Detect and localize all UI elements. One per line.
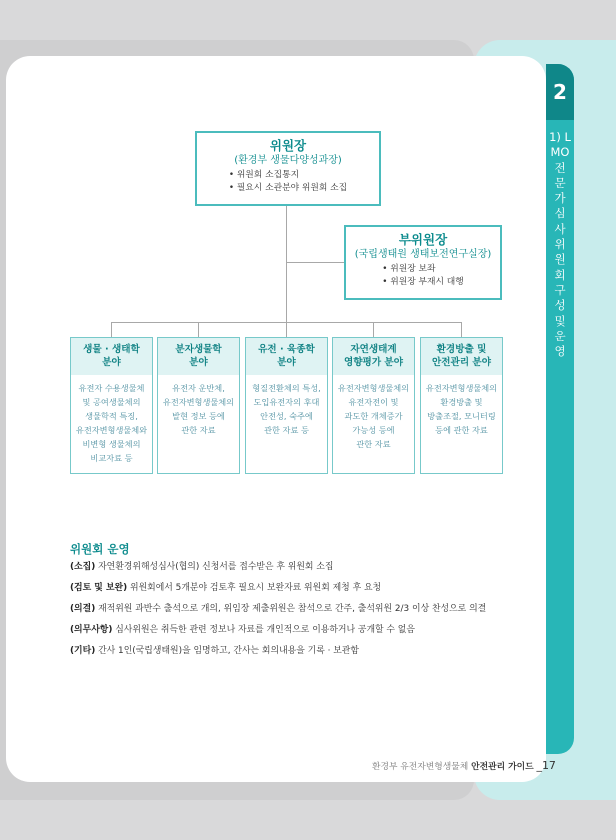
desc-line: 관한 자료 [181,425,216,435]
desc-line: 및 공여생물체의 [82,397,141,407]
rule-text: 재적위원 과반수 출석으로 개의, 위임장 제출위원은 참석으로 간주, 출석위원 2/3 이상 찬성으로 의결 [95,604,487,614]
chair-box [195,131,381,206]
subcommittee-title: 영향평가 분야 [344,356,403,368]
subcommittee-genetics [245,337,328,474]
connector-to-vice [286,262,344,263]
rule-text: 위원회에서 5개분야 검토후 필요시 보완자료 위원회 제청 후 요청 [127,583,382,593]
page-footer [372,759,556,772]
desc-line: 유전자변형생물체와 [75,425,148,435]
desc-line: 관한 자료 [356,439,391,449]
rule-text: 자연환경위해성심사(협의) 신청서를 접수받은 후 위원회 소집 [95,562,334,572]
desc-line: 생물학적 특징, [85,411,138,421]
section-title: 위원회 운영 [70,542,130,556]
subcommittee-title: 분야 [102,356,121,368]
desc-line: 비교자료 등 [90,453,133,463]
connector-sub-1 [111,322,112,337]
subcommittee-title: 유전 · 육종학 [258,344,315,355]
vice-chair-duty: • 위원장 보좌 [382,263,464,276]
chapter-title: 1) LMO 전문가심사위원회 구성 및 운영 [549,130,571,359]
desc-line: 유전자변형생물체의 [337,383,410,393]
connector-sub-3 [286,322,287,337]
rule-item [70,582,540,603]
desc-line: 환경방출 및 [440,397,483,407]
connector-sub-2 [198,322,199,337]
chair-duties [229,169,347,194]
subcommittee-title: 생물 · 생태학 [83,344,140,355]
subcommittee-desc [333,375,414,451]
desc-line: 발현 정보 등에 [172,411,225,421]
chapter-number: 2 [546,64,574,120]
chair-org: (환경부 생물다양성과장) [234,155,342,166]
subcommittee-title: 안전관리 분야 [432,356,491,368]
subcommittee-biology [70,337,153,474]
rule-key: (검토 및 보완) [70,583,128,593]
desc-line: 유전자 수용생물체 [78,383,145,393]
connector-sub-5 [461,322,462,337]
rule-item [70,603,540,624]
connector-sub-4 [373,322,374,337]
desc-line: 유전자 운반체, [172,383,225,393]
rule-item [70,624,540,645]
subcommittee-desc [246,375,327,437]
desc-line: 방출조절, 모니터링 [427,411,496,421]
operation-rules [70,561,540,666]
subcommittee-molecular [157,337,240,474]
subcommittee-desc [158,375,239,437]
vice-chair-box [344,225,502,300]
rule-key: (의결) [70,604,96,614]
subcommittee-title: 분야 [189,356,208,368]
desc-line: 관한 자료 등 [264,425,309,435]
rule-item [70,645,540,666]
chair-duty: • 위원회 소집통지 [229,169,347,182]
vice-chair-title: 부위원장 [398,232,448,247]
footer-guide-title: 안전관리 가이드 [471,762,534,772]
desc-line: 안전성, 숙주에 [260,411,313,421]
desc-line: 형질전환체의 특성, [252,383,321,393]
rule-item [70,561,540,582]
rule-text: 심사위원은 취득한 관련 정보나 자료를 개인적으로 이용하거나 공개할 수 없음 [112,625,415,635]
chair-duty: • 필요시 소관분야 위원회 소집 [229,182,347,195]
subcommittee-title: 분야 [277,356,296,368]
rule-key: (기타) [70,646,96,656]
desc-line: 유전자변형생물체의 [162,397,235,407]
rule-key: (소집) [70,562,96,572]
subcommittee-title: 자연생태계 [350,344,397,355]
desc-line: 도입유전자의 후대 [253,397,320,407]
vice-chair-duties [382,263,464,288]
subcommittee-title: 환경방출 및 [436,344,487,355]
desc-line: 과도한 개체증가 [344,411,403,421]
subcommittee-ecosystem [332,337,415,474]
desc-line: 등에 관한 자료 [435,425,488,435]
chair-title: 위원장 [269,138,307,153]
subcommittee-desc [421,375,502,437]
rule-key: (의무사항) [70,625,113,635]
desc-line: 유전자전이 및 [348,397,399,407]
vice-chair-org: (국립생태원 생태보전연구실장) [354,249,492,260]
desc-line: 유전자변형생물체의 [425,383,498,393]
subcommittee-release [420,337,503,474]
desc-line: 가능성 등에 [352,425,395,435]
desc-line: 비변형 생물체의 [82,439,141,449]
subcommittee-desc [71,375,152,465]
rule-text: 간사 1인(국립생태원)을 임명하고, 간사는 회의내용을 기록 · 보관함 [95,646,359,656]
page-number: _17 [536,759,556,772]
connector-vertical-main [286,206,287,322]
footer-publisher: 환경부 유전자변형생물체 [372,762,469,772]
vice-chair-duty: • 위원장 부재시 대행 [382,276,464,289]
subcommittee-title: 분자생물학 [175,344,222,355]
